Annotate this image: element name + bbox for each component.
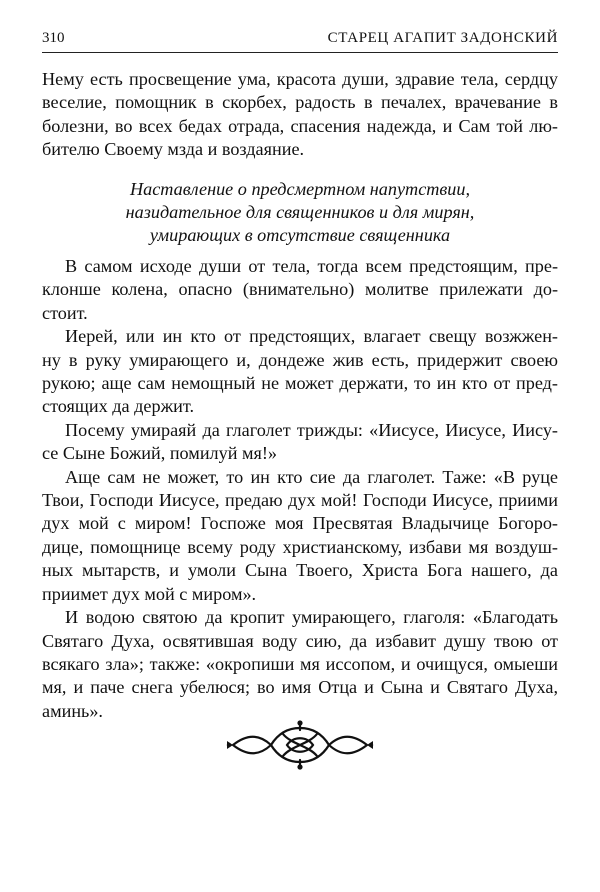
paragraph-5 — [42, 606, 558, 723]
paragraph-1 — [42, 255, 558, 325]
text-line: Нему есть просвещение ума, красота души, здравие тела, сердцу — [42, 69, 558, 89]
text-line: дух мой с миром! Госпоже моя Пресвятая Владычице Богоро- — [42, 513, 558, 534]
text-line: Посему умираяй да глаголет трижды: «Иисусе, Иисусе, Иису- — [65, 419, 558, 440]
text-line: болезни, во всех бедах отрада, спасения надежда, и Сам той лю- — [42, 115, 558, 136]
text-line: ных мытарств, и умоли Сына Твоего, Христа Бога нашего, да — [42, 560, 558, 581]
paragraph-4 — [42, 466, 558, 606]
heading-line: умирающих в отсутствие священника — [149, 225, 451, 245]
text-line: клонше колена, опасно (внимательно) молитве прилежати до- — [42, 279, 558, 300]
celtic-knot-ornament-icon — [225, 720, 375, 770]
body-text — [42, 255, 558, 723]
running-head — [42, 30, 558, 53]
text-line: стоит. — [42, 302, 88, 323]
text-line: веселие, помощник в скорбех, радость в печалех, врачевание в — [42, 92, 558, 113]
text-line: бителю Своему мзда и воздаяние. — [42, 139, 305, 160]
text-line: Твои, Господи Иисусе, предаю дух мой! Господи Иисусе, приими — [42, 490, 558, 511]
text-line: И водою святою да кропит умирающего, глаголя: «Благодать — [65, 607, 558, 628]
text-line: рукою; аще сам немощный не может держати, то ин кто от пред- — [42, 373, 558, 394]
text-line: В самом исходе души от тела, тогда всем предстоящим, пре- — [65, 256, 558, 276]
text-line: аминь». — [42, 700, 103, 721]
text-line: Иерей, или ин кто от предстоящих, влагает свещу возжжен- — [65, 326, 558, 347]
text-line: приимет дух мой с миром». — [42, 583, 257, 604]
text-line: ну в руку умирающего и, дондеже жив есть, придержит своею — [42, 349, 558, 370]
heading-line: назидательное для священников и для мирян, — [125, 202, 475, 222]
paragraph-2 — [42, 325, 558, 419]
paragraph-3 — [42, 419, 558, 466]
text-line: мя, и паче снега убелюся; во имя Отца и Сына и Святаго Духа, — [42, 677, 558, 698]
text-line: стоящих да держит. — [42, 396, 194, 417]
text-line: Святаго Духа, освятившая воду сию, да избавит душу твою от — [42, 630, 558, 651]
text-line: дице, помощнице всему роду христианскому, избави мя воздуш- — [42, 536, 558, 557]
section-heading — [42, 178, 558, 247]
heading-line: Наставление о предсмертном напутствии, — [129, 179, 471, 199]
running-title: СТАРЕЦ АГАПИТ ЗАДОНСКИЙ — [327, 30, 558, 46]
page-number: 310 — [42, 30, 65, 46]
text-line: Аще сам не может, то ин кто сие да глаголет. Таже: «В руце — [65, 466, 558, 487]
text-line: всякаго зла»; также: «окропиши мя иссопом, и очищуся, омыеши — [42, 653, 558, 674]
intro-paragraph — [42, 68, 558, 162]
text-line: се Сыне Божий, помилуй мя!» — [42, 443, 278, 464]
